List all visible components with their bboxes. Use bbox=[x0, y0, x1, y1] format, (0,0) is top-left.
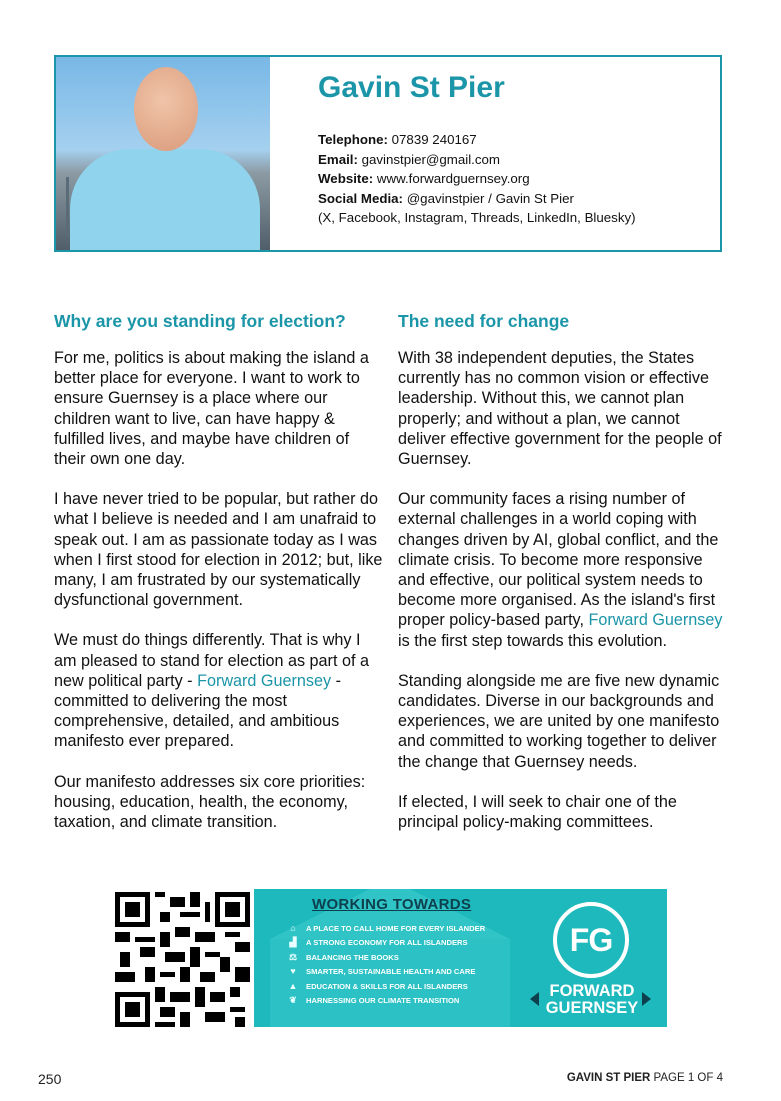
list-item bbox=[286, 921, 485, 935]
right-paragraph-2 bbox=[398, 489, 728, 651]
website-line bbox=[318, 169, 636, 189]
footer-page: PAGE 1 OF 4 bbox=[653, 1072, 723, 1084]
social-value: @gavinstpier / Gavin St Pier bbox=[406, 190, 574, 206]
forward-guernsey-link[interactable]: Forward Guernsey bbox=[197, 671, 332, 690]
forward-guernsey-link-2[interactable]: Forward Guernsey bbox=[588, 611, 723, 630]
logo-line-2: GUERNSEY bbox=[545, 999, 639, 1017]
footer-name: GAVIN ST PIER bbox=[566, 1072, 651, 1084]
photo-shirt bbox=[70, 149, 260, 250]
left-p3-text-a: We must do things differently. That is why I am pleased to stand for election as part of a new political party - bbox=[54, 631, 369, 690]
chevron-right-icon bbox=[642, 992, 651, 1006]
list-item bbox=[286, 979, 485, 993]
website-label: Website: bbox=[318, 171, 374, 186]
qr-code[interactable] bbox=[115, 892, 250, 1027]
right-paragraph-1: With 38 independent deputies, the States currently has no common vision or effective leadership. Without this, we cannot plan properly; and without a plan, we cannot deliver effective government for the people of Guernsey. bbox=[398, 349, 722, 469]
footer-label bbox=[567, 1072, 723, 1084]
working-towards-banner bbox=[254, 889, 667, 1027]
logo-line-1: FORWARD bbox=[549, 982, 635, 1000]
candidate-name: Gavin St Pier bbox=[318, 71, 505, 104]
email-value[interactable]: gavinstpier@gmail.com bbox=[361, 151, 500, 167]
email-line bbox=[318, 150, 636, 170]
page-number: 250 bbox=[38, 1071, 62, 1087]
social-platforms: (X, Facebook, Instagram, Threads, LinkedIn, Bluesky) bbox=[318, 210, 636, 225]
email-label: Email: bbox=[318, 151, 358, 167]
coins-icon: ⚖ bbox=[288, 951, 298, 962]
left-column bbox=[54, 311, 384, 852]
forward-guernsey-logo bbox=[553, 902, 629, 978]
website-value[interactable]: www.forwardguernsey.org bbox=[376, 171, 530, 186]
priorities-list bbox=[286, 921, 485, 1007]
banner-heading: WORKING TOWARDS bbox=[312, 896, 472, 913]
right-paragraph-3: Standing alongside me are five new dynamic candidates. Diverse in our backgrounds and experiences, we are united by one manifesto and committed to working together to deliver the change that Guernsey needs. bbox=[398, 671, 720, 771]
list-item bbox=[286, 950, 485, 964]
logo-wordmark bbox=[544, 983, 640, 1017]
right-p2-text-a: Our community faces a rising number of external challenges in a world coping with changes driven by AI, global conflict, and the climate crisis. To become more responsive and effective, our political system needs to become more organised. As the island's first proper policy-based party, bbox=[398, 490, 719, 630]
contact-details bbox=[318, 130, 636, 228]
telephone-label: Telephone: bbox=[318, 132, 388, 147]
left-paragraph-2: I have never tried to be popular, but rather do what I believe is needed and I am unafraid to speak out. I am as passionate today as I was when I first stood for election in 2012; but, like many, I am frustrated by our systematically dysfunctional government. bbox=[54, 490, 383, 610]
leaf-icon: ❦ bbox=[289, 994, 297, 1005]
logo-initials: FG bbox=[569, 921, 613, 958]
left-paragraph-3 bbox=[54, 630, 384, 751]
candidate-photo bbox=[56, 57, 270, 250]
left-heading: Why are you standing for election? bbox=[54, 311, 346, 331]
heart-hand-icon: ♥ bbox=[290, 966, 296, 977]
right-paragraph-4: If elected, I will seek to chair one of the principal policy-making committees. bbox=[398, 792, 677, 832]
photo-head bbox=[134, 67, 198, 151]
right-column bbox=[398, 311, 728, 852]
chevron-left-icon bbox=[530, 992, 539, 1006]
priority-label: EDUCATION & SKILLS FOR ALL ISLANDERS bbox=[306, 981, 468, 991]
left-paragraph-1: For me, politics is about making the island a better place for everyone. I want to work to ensure Guernsey is a place where our children want to live, can have happy & fulfilled lives, and maybe have children of their own one day. bbox=[54, 349, 369, 469]
graduation-cap-icon: ▲ bbox=[288, 980, 298, 991]
list-item bbox=[286, 993, 485, 1007]
left-p3-text-b: - committed to delivering the most comprehensive, detailed, and ambitious manifesto ever prepared. bbox=[54, 671, 341, 751]
priority-label: SMARTER, SUSTAINABLE HEALTH AND CARE bbox=[306, 967, 476, 977]
social-label: Social Media: bbox=[318, 190, 403, 206]
telephone-value[interactable]: 07839 240167 bbox=[391, 132, 477, 147]
priority-label: A PLACE TO CALL HOME FOR EVERY ISLANDER bbox=[306, 924, 486, 933]
social-line bbox=[318, 189, 636, 209]
candidate-header bbox=[54, 55, 722, 252]
list-item bbox=[286, 964, 485, 978]
list-item bbox=[286, 935, 485, 949]
priority-label: HARNESSING OUR CLIMATE TRANSITION bbox=[306, 995, 460, 1005]
bar-chart-icon: ▟ bbox=[289, 937, 297, 948]
telephone-line bbox=[318, 130, 636, 150]
right-p2-text-b: is the first step towards this evolution. bbox=[398, 631, 668, 650]
priority-label: A STRONG ECONOMY FOR ALL ISLANDERS bbox=[306, 938, 468, 948]
right-heading: The need for change bbox=[398, 311, 570, 331]
left-paragraph-4: Our manifesto addresses six core priorities: housing, education, health, the economy, taxation, and climate transition. bbox=[54, 772, 366, 832]
priority-label: BALANCING THE BOOKS bbox=[306, 952, 399, 962]
house-icon: ⌂ bbox=[290, 923, 296, 933]
